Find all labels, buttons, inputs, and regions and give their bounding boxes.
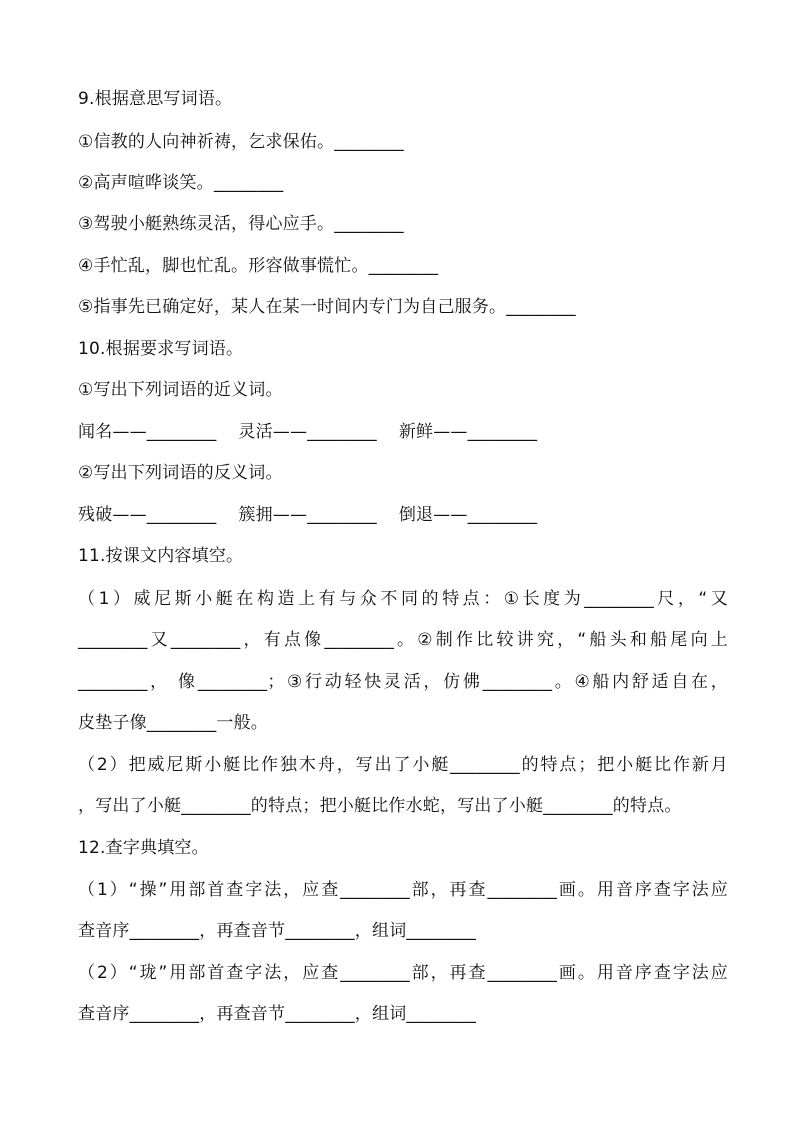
q12-p1-line-1: （1）“操”用部首查字法，应查________部，再查________画。用音序查字法应 [78, 880, 728, 900]
q12-title: 12.查字典填空。 [78, 838, 209, 858]
q10-title: 10.根据要求写词语。 [78, 339, 244, 359]
q12-p1-line-2: 查音序________，再查音节________，组词________ [78, 921, 476, 941]
q9-title: 9.根据意思写词语。 [78, 89, 233, 109]
q12-p2-line-2: 查音序________，再查音节________，组词________ [78, 1004, 476, 1024]
q10-antonym-row [78, 504, 728, 526]
q11-p1-line-3: ________， 像________；③行动轻快灵活，仿佛________。④船内舒适自在， [78, 672, 728, 692]
q11-p1-line-1: （1）威尼斯小艇在构造上有与众不同的特点：①长度为________尺，“又 [78, 589, 728, 609]
q9-item-2: ②高声喧哗谈笑。________ [78, 173, 284, 193]
q9-item-1: ①信教的人向神祈祷，乞求保佑。________ [78, 132, 404, 152]
antonym-pair: 簇拥——________ [238, 505, 377, 525]
synonym-pair: 灵活——________ [238, 422, 377, 442]
q11-title: 11.按课文内容填空。 [78, 546, 244, 566]
antonym-pair: 倒退——________ [398, 505, 538, 525]
q11-p1-line-4: 皮垫子像________一般。 [78, 713, 268, 733]
q9-item-3: ③驾驶小艇熟练灵活，得心应手。________ [78, 214, 404, 234]
synonym-pair: 闻名——________ [78, 422, 217, 442]
q10-antonym-instruction: ②写出下列词语的反义词。 [78, 463, 283, 483]
q12-p2-line-1: （2）“珑”用部首查字法，应查________部，再查________画。用音序查字法应 [78, 963, 728, 983]
q11-p1-line-2: ________又________，有点像________。②制作比较讲究，“船头和船尾向上 [78, 630, 728, 650]
q9-item-4: ④手忙乱，脚也忙乱。形容做事慌忙。________ [78, 256, 439, 276]
q11-p2-line-1: （2）把威尼斯小艇比作独木舟，写出了小艇________的特点；把小艇比作新月 [78, 755, 728, 775]
synonym-pair: 新鲜——________ [398, 422, 538, 442]
q11-p2-line-2: ，写出了小艇________的特点；把小艇比作水蛇，写出了小艇________的特点。 [78, 796, 682, 816]
q9-item-5: ⑤指事先已确定好，某人在某一时间内专门为自己服务。________ [78, 297, 576, 317]
antonym-pair: 残破——________ [78, 505, 217, 525]
q10-synonym-row [78, 421, 728, 443]
q10-synonym-instruction: ①写出下列词语的近义词。 [78, 380, 283, 400]
